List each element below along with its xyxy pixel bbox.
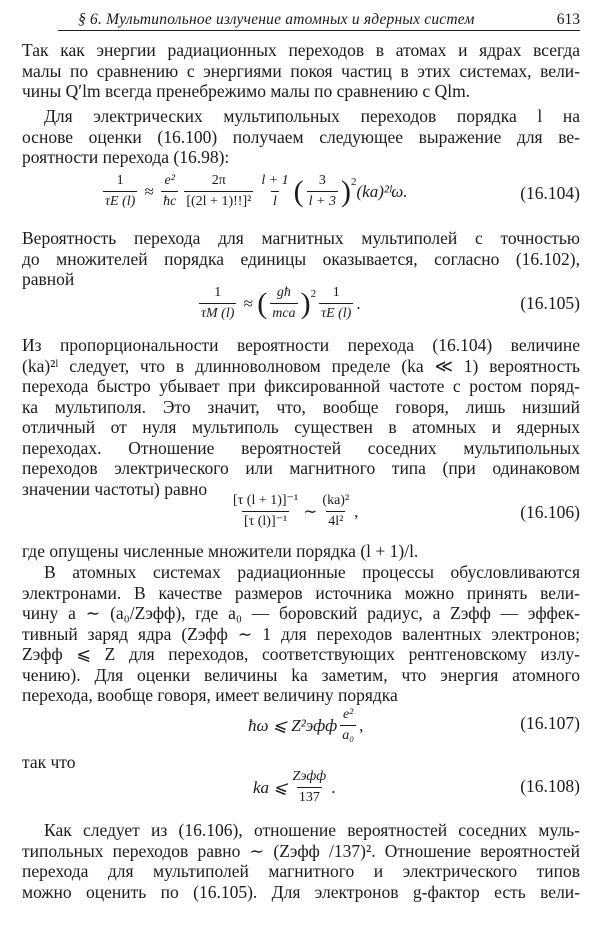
text-line: Так как энергии радиационных переходов в атомах и ядрах всегда bbox=[22, 40, 580, 60]
equation-number: (16.104) bbox=[520, 183, 580, 203]
text-line: чину a ∼ (a₀/Zэфф), где a₀ — боровский радиус, а Zэфф — эффек- bbox=[22, 603, 580, 623]
text-line: Из пропорциональности вероятности перехода (16.104) величине bbox=[22, 335, 580, 355]
text-line: переходов электрического или магнитного типа (при одинаковом bbox=[22, 458, 580, 478]
text-line: роятности перехода (16.98): bbox=[22, 147, 230, 167]
section-title: § 6. Мультипольное излучение атомных и ядерных систем bbox=[78, 11, 475, 28]
fraction: $\frac{1}{\tau E (l)}$ bbox=[105, 173, 136, 209]
paragraph-8 bbox=[22, 820, 580, 902]
equation-number: (16.108) bbox=[520, 776, 580, 796]
equation-16-105: $\frac{1}{\tau M (l)}$ ≈ ( $\frac{għ}{\text{mca}}$ ) $^2$ $\frac{1}{\tau E (l)}$ . bbox=[201, 285, 361, 321]
text-line: отличный от нуля мультиполь существен в атомных и ядерных bbox=[22, 417, 580, 437]
equation-16-107: ħω ⩽ Z²эфф $\frac{\text{e²}}{\text{a₀}}$ , bbox=[248, 707, 364, 743]
fraction: $\frac{1}{\tau E (l)}$ bbox=[321, 285, 352, 321]
text-line: Вероятность перехода для магнитных мультиполей с точностью bbox=[22, 228, 580, 248]
equation-number: (16.106) bbox=[520, 502, 580, 522]
equation-number: (16.107) bbox=[520, 713, 580, 733]
text-line: равной bbox=[22, 269, 75, 289]
text-line: (ka)²ˡ следует, что в длинноволновом пределе (ka ≪ 1) вероятность bbox=[22, 355, 581, 376]
text-line: основе оценки (16.100) получаем следующее выражение для ве- bbox=[22, 126, 580, 147]
text-line: значении частоты) равно bbox=[22, 478, 208, 499]
equation-16-104: $\frac{1}{\tau E (l)}$ ≈ $\frac{\text{e²}}{ħc}$ $\frac{2\pi}{\text{[(2l + 1)!!]²}}$ $\frac{l + 1}{l}$ ( $\frac{3}{l + 3}$ ) $^2$ (ka)²ˡω. bbox=[105, 173, 408, 209]
running-header bbox=[58, 10, 580, 31]
text-line: чины Q′lm всегда пренебрежимо малы по сравнению с Qlm. bbox=[22, 81, 471, 101]
text-line: электронами. В качестве размеров источника можно принять вели- bbox=[22, 582, 580, 603]
text-line: В атомных системах радиационные процессы обусловливаются bbox=[44, 562, 580, 582]
paragraph-4 bbox=[22, 335, 580, 499]
text-line: чению). Для оценки величины ka заметим, что энергия атомного bbox=[22, 664, 580, 685]
text-line: переходах. Отношение вероятностей соседних мультипольных bbox=[22, 437, 580, 458]
text-line: Для электрических мультипольных переходов порядка l на bbox=[44, 106, 580, 126]
paragraph-6 bbox=[22, 562, 580, 706]
fraction: $\frac{\text{[τ (l + 1)]⁻¹}}{\text{[τ (l)]⁻¹}}$ bbox=[233, 493, 299, 529]
equation-number: (16.105) bbox=[520, 293, 580, 313]
text-line: до множителей порядка единицы оказывается, согласно (16.102), bbox=[22, 248, 580, 269]
text-line: типольных переходов равно ∼ (Zэфф /137)². Отношение вероятностей bbox=[22, 840, 580, 861]
equation-16-108: ka ⩽ $\frac{\text{Zэфф}}{137}$ . bbox=[253, 769, 336, 805]
fraction: $\frac{għ}{\text{mca}}$ bbox=[272, 285, 296, 321]
paragraph-2 bbox=[22, 106, 580, 168]
fraction: $\frac{3}{l + 3}$ bbox=[308, 173, 336, 209]
paragraph-1 bbox=[22, 40, 580, 102]
fraction: $\frac{2\pi}{\text{[(2l + 1)!!]²}}$ bbox=[186, 173, 252, 209]
fraction: $\frac{l + 1}{l}$ bbox=[261, 173, 289, 209]
text-line: можно оценить по (16.105). Для электронов g-фактор есть вели- bbox=[22, 881, 580, 902]
fraction: $\frac{\text{Zэфф}}{137}$ bbox=[292, 769, 327, 805]
fraction: $\frac{\text{e²}}{\text{a₀}}$ bbox=[342, 707, 355, 743]
text-line: где опущены численные множители порядка (l + 1)/l. bbox=[22, 541, 419, 561]
fraction: $\frac{\text{e²}}{ħc}$ bbox=[163, 173, 177, 209]
text-line: Как следует из (16.106), отношение вероятностей соседних муль- bbox=[44, 820, 580, 840]
equation-lhs: ka ⩽ bbox=[253, 777, 288, 797]
page-number: 613 bbox=[556, 11, 580, 28]
text-line: перехода для мультиполей магнитного и электрического типов bbox=[22, 861, 580, 881]
text-line: перехода, вообще говоря, имеет величину порядка bbox=[22, 685, 398, 705]
text-line: тивный заряд ядра (Zэфф ∼ 1 для переходов валентных электронов; bbox=[22, 623, 580, 644]
text-line: ка мультиполя. Это значит, что, вообще говоря, лишь низший bbox=[22, 396, 580, 417]
text-line: малы по сравнению с энергиями покоя частиц в этих системах, вели- bbox=[22, 60, 580, 81]
paragraph-3 bbox=[22, 228, 580, 290]
text-line: так что bbox=[22, 752, 76, 772]
text-line: перехода быстро убывает при фиксированной частоте с ростом поряд- bbox=[22, 376, 580, 396]
equation-16-106: $\frac{\text{[τ (l + 1)]⁻¹}}{\text{[τ (l)]⁻¹}}$ ∼ $\frac{\text{(ka)²}}{\text{4l²}}$ , bbox=[233, 493, 359, 529]
equation-lhs: ħω ⩽ Z²эфф bbox=[248, 715, 338, 735]
text-line: Zэфф ⩽ Z для переходов, соответствующих рентгеновскому излу- bbox=[22, 644, 580, 664]
paragraph-5 bbox=[22, 541, 580, 562]
fraction: $\frac{\text{(ka)²}}{\text{4l²}}$ bbox=[322, 493, 350, 529]
equation-tail: (ka)²ˡω. bbox=[356, 181, 408, 201]
fraction: $\frac{1}{\tau M (l)}$ bbox=[201, 285, 235, 321]
